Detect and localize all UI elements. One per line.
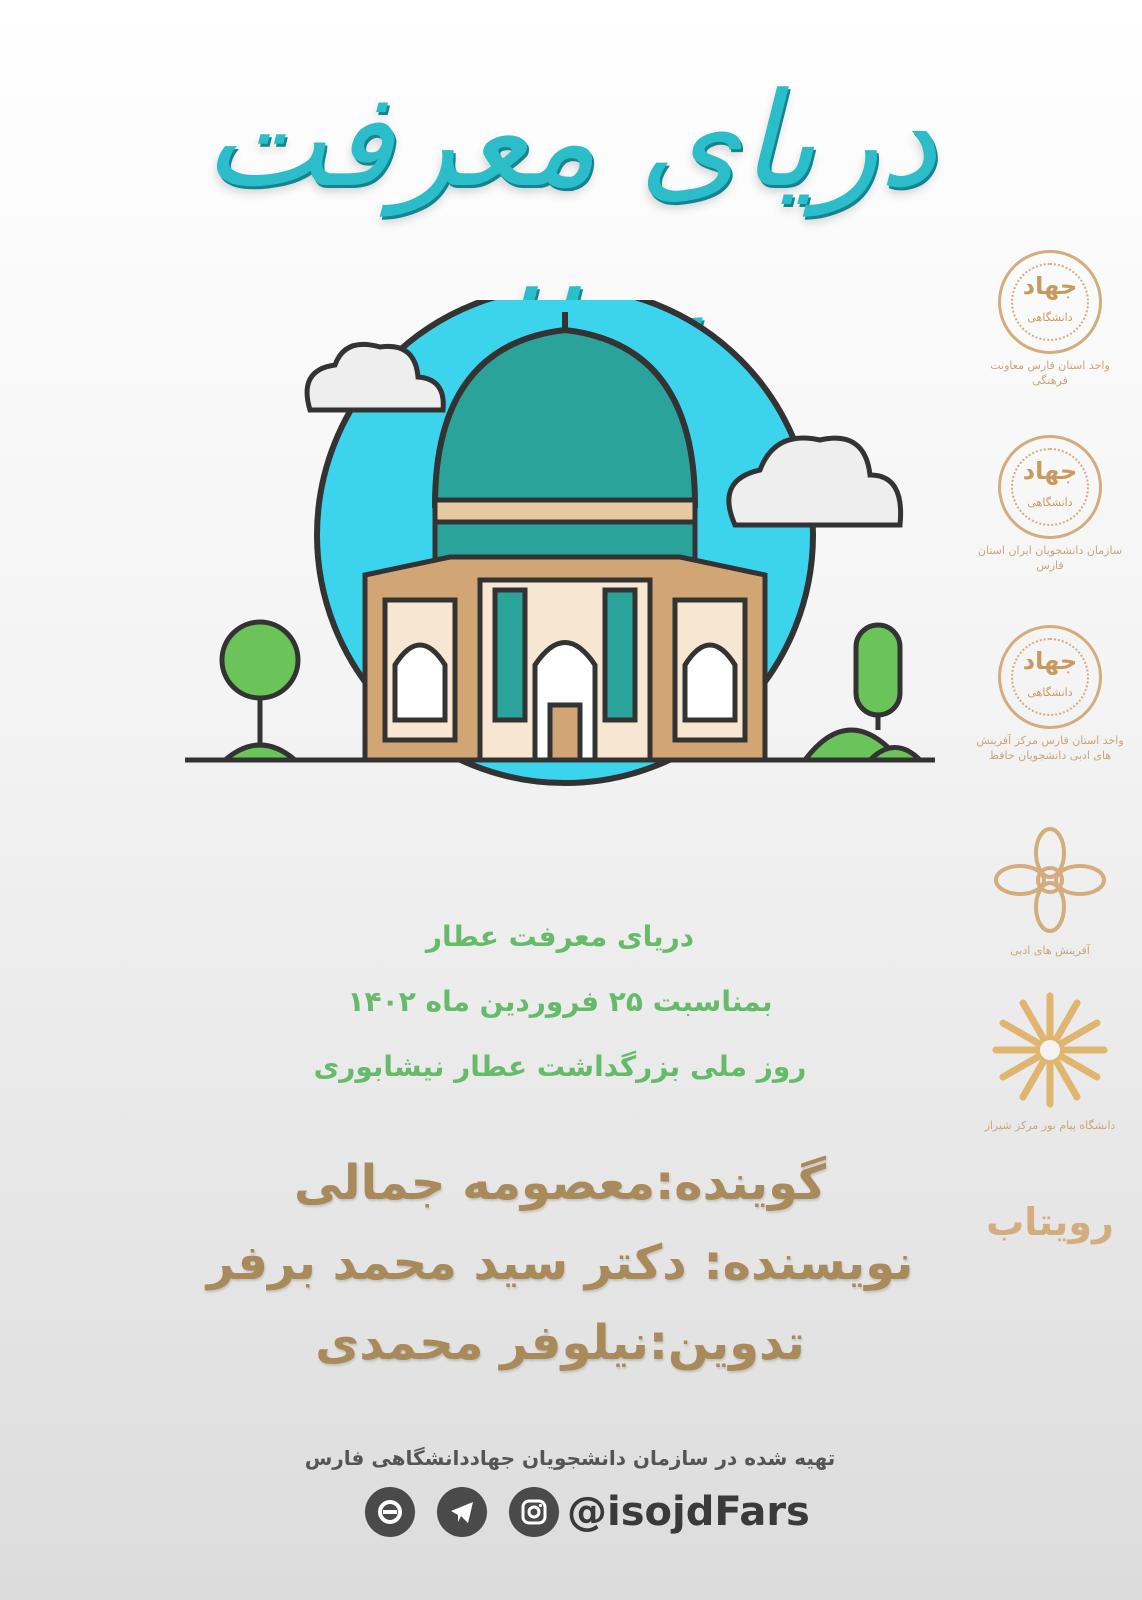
rooytab-logo [975,1200,1125,1244]
jahad-seal: جهاد دانشگاهی [998,435,1102,539]
jahad-logo-3: جهاد دانشگاهی واحد استان فارس مرکز آفرینش های ادبی دانشجویان حافظ [975,625,1125,763]
writer-credit: نویسنده: دکتر سید محمد برفر [206,1235,914,1291]
mausoleum-illustration [180,300,960,800]
tree-left [222,622,298,760]
editor-credit: تدوین:نیلوفر محمدی [315,1315,805,1371]
sunburst-icon [990,990,1110,1110]
jahad-logo-1: جهاد دانشگاهی واحد استان فارس معاونت فرهنگی [975,250,1125,388]
narrator-credit: گوینده:معصومه جمالی [293,1155,826,1211]
building-body [365,557,765,760]
eitaa-icon[interactable] [365,1487,415,1537]
prepared-by-text: تهیه شده در سازمان دانشجویان جهاددانشگاهی فارس [304,1446,836,1470]
tree-right [805,625,920,760]
jahad-logo-2: جهاد دانشگاهی سازمان دانشجویان ایران استان فارس [975,435,1125,573]
sponsor-logos [975,240,1125,1320]
jahad-seal: جهاد دانشگاهی [998,250,1102,354]
info-line-1: دریای معرفت عطار [425,920,695,953]
info-line-3: روز ملی بزرگداشت عطار نیشابوری [313,1050,807,1083]
payame-noor-logo: دانشگاه پیام نور مرکز شیراز [975,990,1125,1133]
social-bar [365,1482,810,1542]
info-line-2: بمناسبت ۲۵ فروردین ماه ۱۴۰۲ [347,985,773,1018]
literary-flower-logo: آفرینش های ادبی [975,825,1125,958]
flower-icon [990,825,1110,935]
instagram-icon[interactable] [509,1487,559,1537]
social-handle[interactable]: @isojdFars [567,1489,810,1535]
poster-title: دریای معرفت [203,64,937,216]
jahad-seal: جهاد دانشگاهی [998,625,1102,729]
telegram-icon[interactable] [437,1487,487,1537]
rooytab-wordmark: رویتاب [986,1200,1114,1244]
